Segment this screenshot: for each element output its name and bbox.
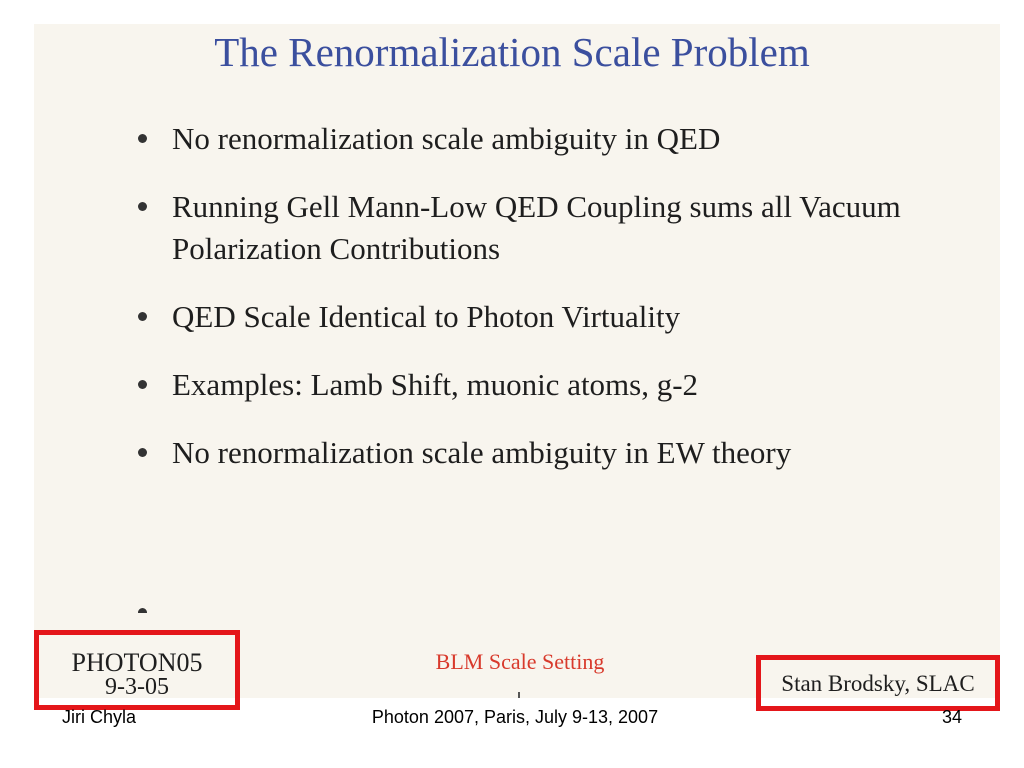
bullet-text: Examples: Lamb Shift, muonic atoms, g-2 — [172, 367, 699, 402]
author-name: Stan Brodsky, SLAC — [781, 671, 975, 696]
center-caption: BLM Scale Setting — [435, 649, 605, 674]
conference-label-box — [34, 630, 240, 710]
conference-name: PHOTON05 — [71, 648, 203, 677]
author-box — [756, 655, 1000, 711]
slide-number-fragment — [518, 692, 520, 698]
bullet-text: No renormalization scale ambiguity in QED — [172, 121, 721, 156]
bullet-list — [134, 118, 954, 500]
footer-event: Photon 2007, Paris, July 9-13, 2007 — [371, 707, 659, 727]
bullet-dot-icon — [138, 134, 147, 143]
bullet-text: QED Scale Identical to Photon Virtuality — [172, 299, 681, 334]
bullet-item — [134, 118, 954, 160]
bullet-item — [134, 432, 954, 474]
bullet-dot-icon — [138, 312, 147, 321]
bullet-item — [134, 364, 954, 406]
bullet-text: No renormalization scale ambiguity in EW theory — [172, 435, 792, 470]
bullet-text: Running Gell Mann-Low QED Coupling sums all Vacuum Polarization Contributions — [172, 189, 901, 266]
bullet-dot-icon — [138, 448, 147, 457]
footer-author: Jiri Chyla — [62, 707, 137, 727]
bullet-item — [134, 186, 954, 270]
bullet-dot-icon — [138, 202, 147, 211]
bullet-dot-icon — [138, 380, 147, 389]
partial-bullet-dot-icon — [138, 608, 147, 613]
page-number: 34 — [941, 707, 962, 727]
bullet-item — [134, 296, 954, 338]
slide-title: The Renormalization Scale Problem — [214, 29, 810, 75]
conference-date: 9-3-05 — [105, 674, 169, 700]
